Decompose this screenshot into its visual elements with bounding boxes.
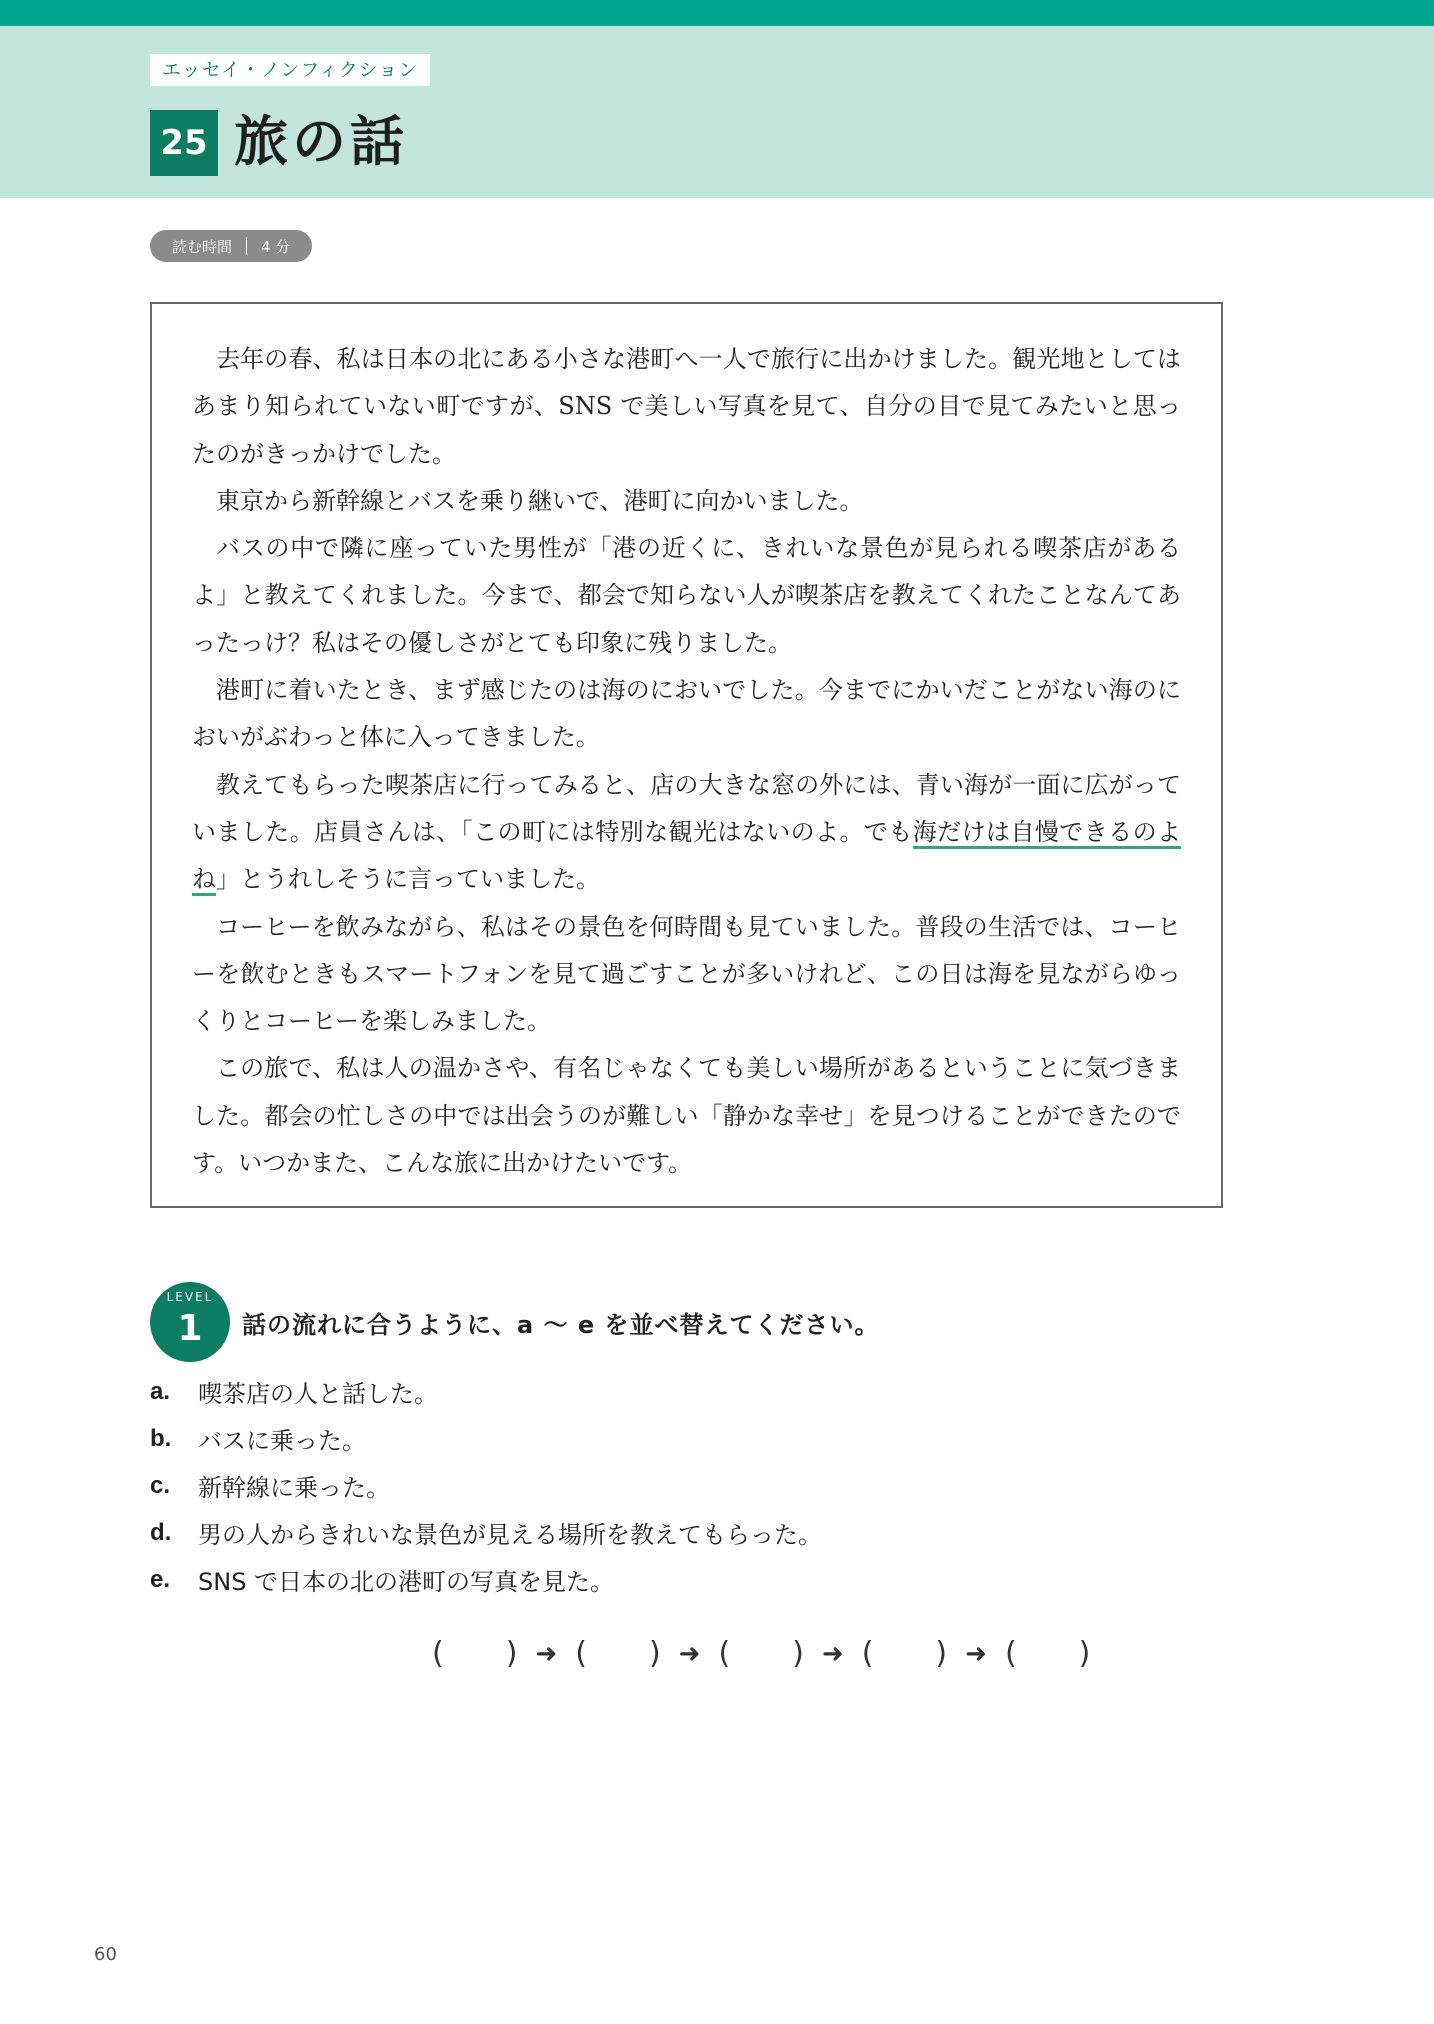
option-letter: d. xyxy=(150,1518,172,1546)
lesson-number: 25 xyxy=(150,110,218,176)
paragraph-text: 教えてもらった喫茶店に行ってみると、店の大きな窓の外には、青い海が一面に広がっていました。店員さんは、「この町には特別な観光はないのよ。でも xyxy=(192,770,1181,846)
paragraph-text: 」とうれしそうに言っていました。 xyxy=(216,865,600,894)
option-letter: a. xyxy=(150,1377,171,1405)
question-prompt: 話の流れに合うように、a ～ e を並べ替えてください。 xyxy=(242,1310,880,1339)
level-number: 1 xyxy=(177,1308,203,1349)
right-arrow-icon: ➜ xyxy=(965,1638,987,1669)
option-text: 男の人からきれいな景色が見える場所を教えてもらった。 xyxy=(198,1521,822,1549)
right-arrow-icon: ➜ xyxy=(678,1638,701,1669)
option-item xyxy=(150,1368,1210,1415)
close-paren: ) xyxy=(505,1636,518,1671)
close-paren: ) xyxy=(1078,1636,1091,1671)
reading-time-badge xyxy=(150,230,312,262)
right-arrow-icon: ➜ xyxy=(535,1638,558,1669)
option-item xyxy=(150,1556,1210,1603)
option-letter: b. xyxy=(150,1424,172,1452)
close-paren: ) xyxy=(935,1636,948,1671)
option-text: バスに乗った。 xyxy=(198,1427,366,1455)
option-letter: e. xyxy=(150,1565,171,1593)
reading-time-label: 読む時間 xyxy=(172,237,233,256)
open-paren: ( xyxy=(575,1636,587,1671)
highlighted-phrase: 海だけは自慢できるのよね xyxy=(192,818,1181,896)
option-item xyxy=(150,1509,1210,1556)
page-number: 60 xyxy=(94,1944,117,1965)
passage-paragraph xyxy=(192,762,1181,904)
question-header xyxy=(150,1282,880,1362)
category-label: エッセイ・ノンフィクション xyxy=(150,54,430,86)
passage-paragraph: 港町に着いたとき、まず感じたのは海のにおいでした。今までにかいだことがない海のにおいがぶわっと体に入ってきました。 xyxy=(192,676,1181,752)
passage-paragraph: バスの中で隣に座っていた男性が「港の近くに、きれいな景色が見られる喫茶店があるよ」と教えてくれました。今まで、都会で知らない人が喫茶店を教えてくれたことなんてあったっけ？私はその優しさがとても印象に残りました。 xyxy=(192,534,1181,657)
option-item xyxy=(150,1462,1210,1509)
answer-sequence xyxy=(432,1636,1090,1671)
option-letter: c. xyxy=(150,1471,171,1499)
option-item xyxy=(150,1415,1210,1462)
answer-slot[interactable] xyxy=(432,1636,517,1671)
passage-paragraph: コーヒーを飲みながら、私はその景色を何時間も見ていました。普段の生活では、コーヒーを飲むときもスマートフォンを見て過ごすことが多いけれど、この日は海を見ながらゆっくりとコーヒーを楽しみました。 xyxy=(192,912,1181,1036)
close-paren: ) xyxy=(648,1636,661,1671)
reading-time-value: 4 分 xyxy=(261,237,291,256)
option-text: SNS で日本の北の港町の写真を見た。 xyxy=(198,1568,615,1596)
passage-paragraph: この旅で、私は人の温かさや、有名じゃなくても美しい場所があるということに気づきました。都会の忙しさの中では出会うのが難しい「静かな幸せ」を見つけることができたのです。いつかまた、こんな旅に出かけたいです。 xyxy=(192,1054,1181,1178)
answer-slot[interactable] xyxy=(575,1636,660,1671)
answer-slot[interactable] xyxy=(862,1636,947,1671)
reading-time-divider xyxy=(246,237,247,255)
level-word: LEVEL xyxy=(166,1290,214,1304)
open-paren: ( xyxy=(861,1636,874,1671)
option-list xyxy=(150,1368,1210,1603)
passage-paragraph: 去年の春、私は日本の北にある小さな港町へ一人で旅行に出かけました。観光地としてはあまり知られていない町ですが、SNS で美しい写真を見て、自分の目で見てみたいと思ったのがきっかけでした。 xyxy=(192,345,1181,468)
open-paren: ( xyxy=(1004,1636,1017,1671)
open-paren: ( xyxy=(718,1636,731,1671)
answer-slot[interactable] xyxy=(1005,1636,1090,1671)
open-paren: ( xyxy=(432,1636,444,1671)
top-accent-bar xyxy=(0,0,1434,26)
close-paren: ) xyxy=(792,1636,804,1671)
answer-slot[interactable] xyxy=(718,1636,803,1671)
right-arrow-icon: ➜ xyxy=(821,1638,844,1669)
level-badge xyxy=(150,1282,230,1362)
passage-paragraph: 東京から新幹線とバスを乗り継いで、港町に向かいました。 xyxy=(216,486,864,515)
lesson-title: 旅の話 xyxy=(234,110,408,173)
passage-box xyxy=(150,302,1223,1208)
option-text: 新幹線に乗った。 xyxy=(198,1474,390,1502)
option-text: 喫茶店の人と話した。 xyxy=(198,1380,438,1408)
